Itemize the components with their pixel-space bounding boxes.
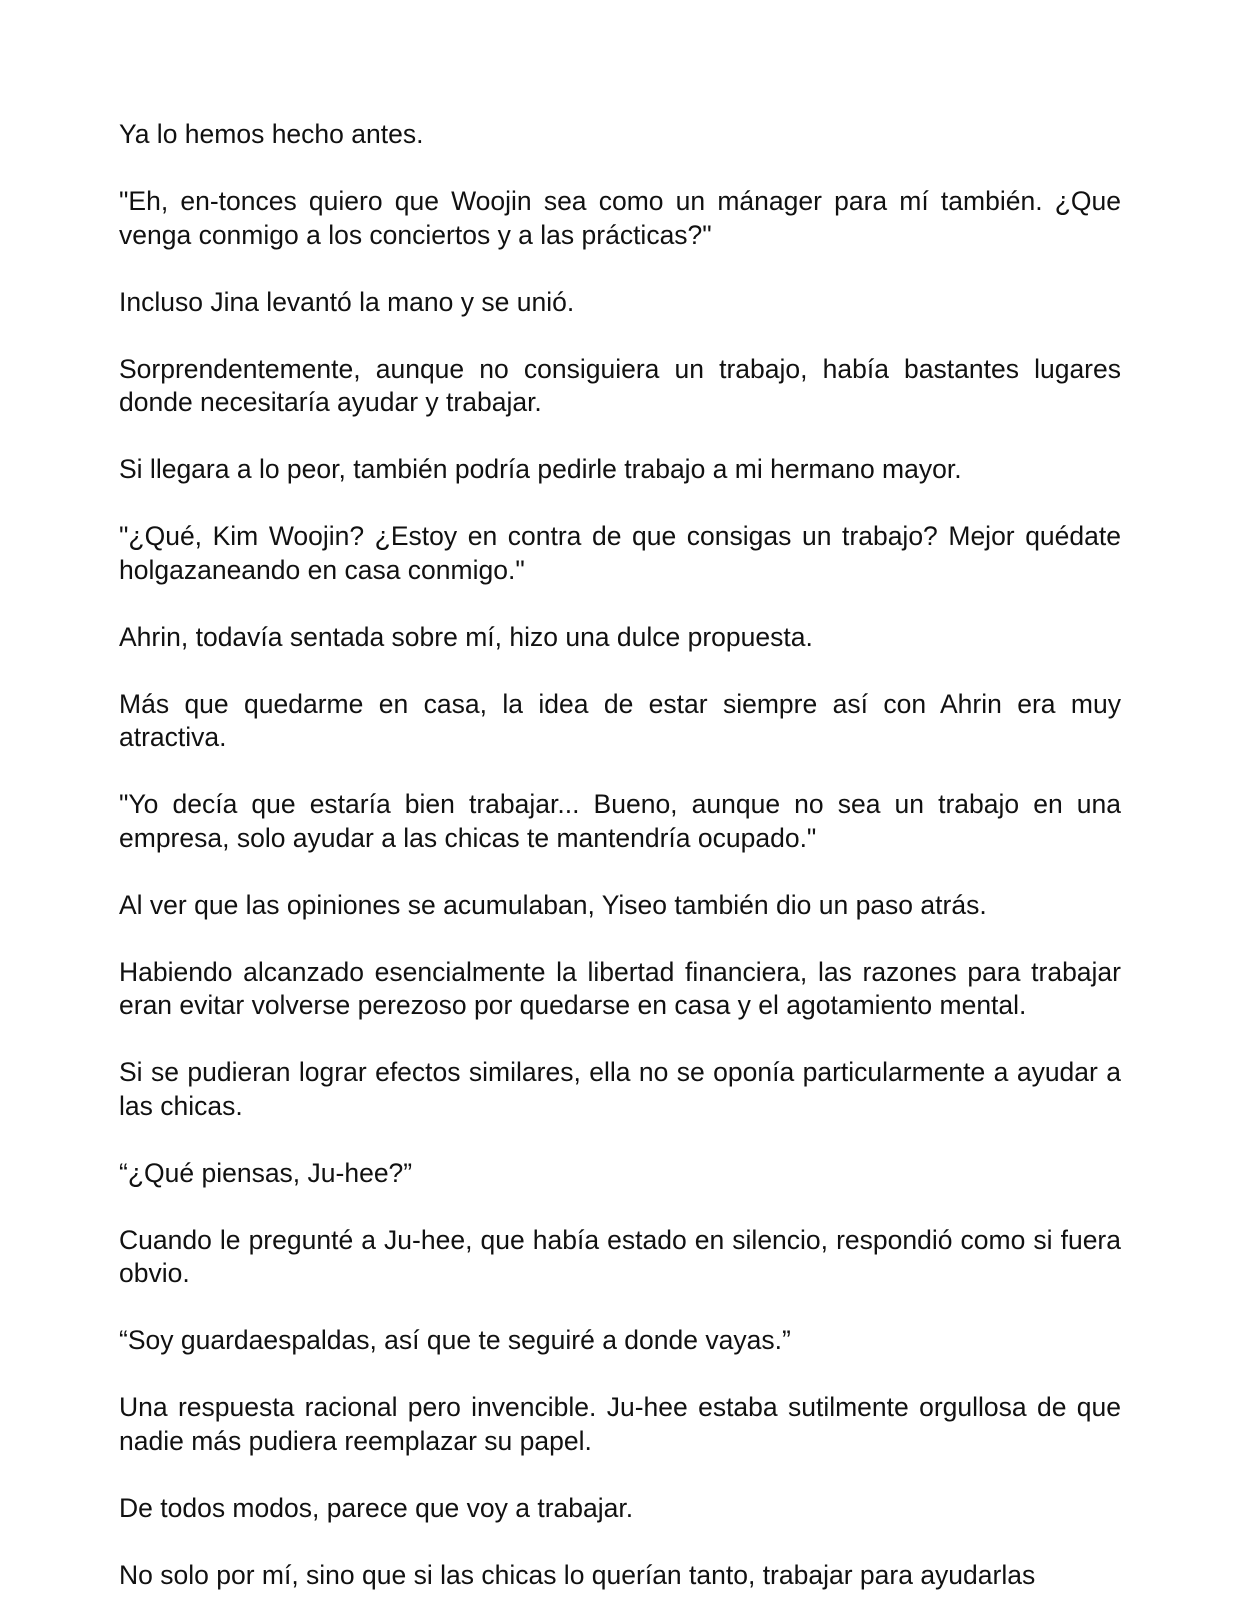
- paragraph: Al ver que las opiniones se acumulaban, Yiseo también dio un paso atrás.: [119, 889, 987, 920]
- paragraph: Ya lo hemos hecho antes.: [119, 119, 424, 149]
- paragraph: Cuando le pregunté a Ju-hee, que había estado en silencio, respondió como si fuera obvio.: [119, 1224, 1121, 1288]
- paragraph: “¿Qué piensas, Ju-hee?”: [119, 1157, 413, 1188]
- paragraph: Más que quedarme en casa, la idea de estar siempre así con Ahrin era muy atractiva.: [119, 688, 1121, 752]
- paragraph: "¿Qué, Kim Woojin? ¿Estoy en contra de que consigas un trabajo? Mejor quédate holgazaneando en casa conmigo.": [119, 521, 1121, 585]
- paragraph: Si llegara a lo peor, también podría pedirle trabajo a mi hermano mayor.: [119, 454, 962, 484]
- paragraph: Una respuesta racional pero invencible. Ju-hee estaba sutilmente orgullosa de que nadie más pudiera reemplazar su papel.: [119, 1392, 1121, 1456]
- paragraph: "Eh, en-tonces quiero que Woojin sea como un mánager para mí también. ¿Que venga conmigo a los conciertos y a las prácticas?": [119, 186, 1121, 250]
- paragraph: "Yo decía que estaría bien trabajar... Bueno, aunque no sea un trabajo en una empresa, solo ayudar a las chicas te mantendría ocupado.": [119, 789, 1121, 853]
- paragraph: De todos modos, parece que voy a trabajar.: [119, 1492, 634, 1523]
- document-body: [119, 118, 1121, 1592]
- paragraph: Habiendo alcanzado esencialmente la libertad financiera, las razones para trabajar eran evitar volverse perezoso por quedarse en casa y el agotamiento mental.: [119, 956, 1121, 1020]
- paragraph: Si se pudieran lograr efectos similares, ella no se oponía particularmente a ayudar a las chicas.: [119, 1057, 1121, 1121]
- paragraph: Incluso Jina levantó la mano y se unió.: [119, 286, 575, 317]
- paragraph: Ahrin, todavía sentada sobre mí, hizo una dulce propuesta.: [119, 621, 813, 652]
- paragraph: Sorprendentemente, aunque no consiguiera un trabajo, había bastantes lugares donde necesitaría ayudar y trabajar.: [119, 353, 1121, 417]
- paragraph: No solo por mí, sino que si las chicas lo querían tanto, trabajar para ayudarlas: [119, 1559, 1036, 1590]
- paragraph: “Soy guardaespaldas, así que te seguiré a donde vayas.”: [119, 1325, 791, 1355]
